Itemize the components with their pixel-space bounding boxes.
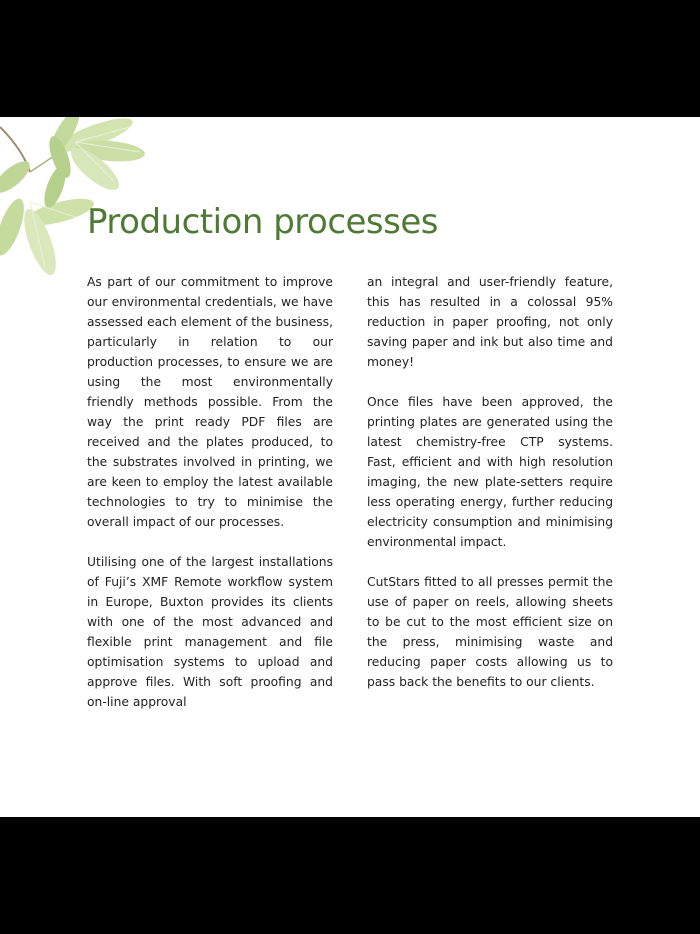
body-paragraph: As part of our commitment to improve our environmental credentials, we have assessed each element of the business, particularly in relation to our production processes, to ensure we are using the most environmentally friendly methods possible. From the way the print ready PDF files are received and the plates produced, to the substrates involved in printing, we are keen to employ the latest available technologies to try to minimise the overall impact of our processes.: [87, 275, 333, 529]
body-paragraph: Once files have been approved, the printing plates are generated using the latest chemistry-free CTP systems. Fast, efficient and with high resolution imaging, the new plate-setters require less operating energy, further reducing electricity consumption and minimising environmental impact.: [367, 395, 613, 549]
page-title: Production processes: [87, 202, 438, 242]
body-column-right: [367, 272, 613, 712]
body-paragraph: Utilising one of the largest installations of Fuji’s XMF Remote workflow system in Europe, Buxton provides its clients with one of the most advanced and flexible print management and file optimisation systems to upload and approve files. With soft proofing and on-line approval: [87, 555, 333, 709]
document-page: [0, 117, 700, 817]
body-paragraph: an integral and user-friendly feature, this has resulted in a colossal 95% reduction in paper proofing, not only saving paper and ink but also time and money!: [367, 275, 613, 369]
body-paragraph: CutStars fitted to all presses permit the use of paper on reels, allowing sheets to be cut to the most efficient size on the press, minimising waste and reducing paper costs allowing us to pass back the benefits to our clients.: [367, 575, 613, 689]
body-column-left: [87, 272, 333, 732]
